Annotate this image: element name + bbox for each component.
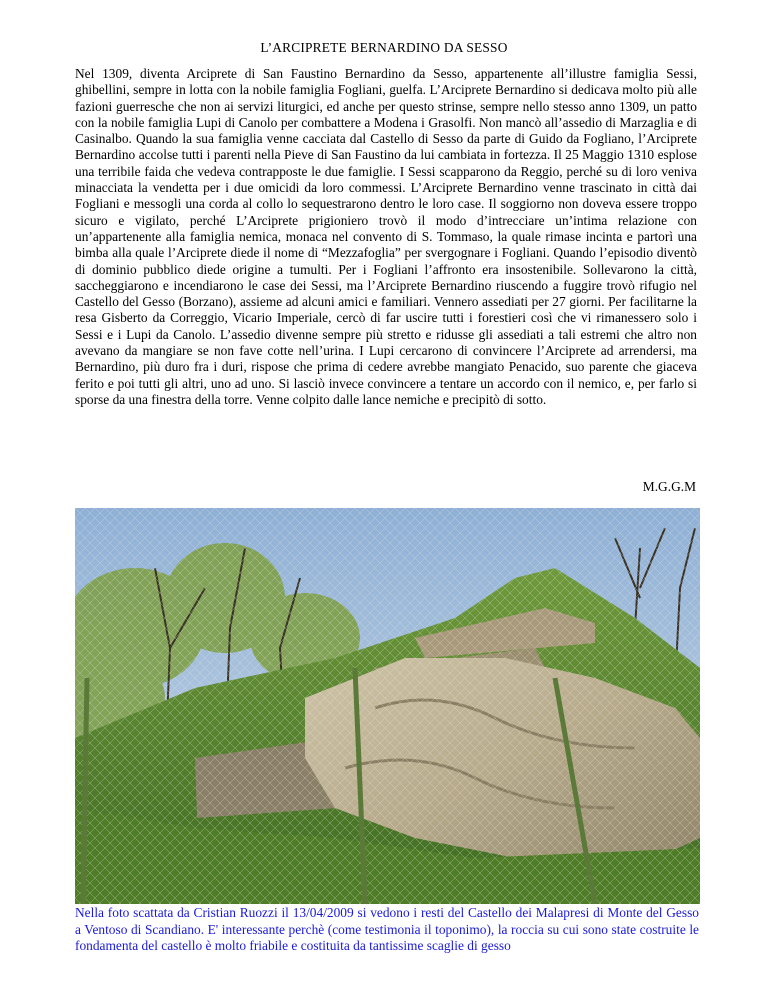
document-title: L’ARCIPRETE BERNARDINO DA SESSO <box>260 40 508 55</box>
author-signature: M.G.G.M <box>642 479 696 494</box>
body-paragraph: Nel 1309, diventa Arciprete di San Faustino Bernardino da Sesso, appartenente all’illustre famiglia Sessi, ghibellini, sempre in lotta con la nobile famiglia Fogliani, guelfa. L’Arciprete Bernardino si dedicava molto più alle fazioni guerresche che non ai servizi liturgici, ed anche per questo strinse, sempre nello stesso anno 1309, un patto con la nobile famiglia Lupi di Canolo per combattere a Modena i Grasolfi. Non mancò all’assedio di Marzaglia e di Casinalbo. Quando la sua famiglia venne cacciata dal Castello di Sesso da parte di Guido da Fogliano, l’Arciprete Bernardino accolse tutti i parenti nella Pieve di San Faustino da lui cambiata in fortezza. Il 25 Maggio 1310 esplose una terribile faida che vedeva contrapposte le due famiglie. I Sessi scapparono da Reggio, perché su di loro veniva minacciata la vendetta per i due omicidi da loro commessi. L’Arciprete Bernardino venne trascinato in città dai Fogliani e messogli una corda al collo lo sequestrarono dentro le loro case. Il soggiorno non doveva essere troppo sicuro e vigilato, perché L’Arciprete prigioniero trovò il modo d’intrecciare un’intima relazione con un’appartenente alla famiglia nemica, monaca nel convento di S. Tommaso, la quale rimase incinta e partorì una bimba alla quale l’Arciprete diede il nome di “Mezzafoglia” per svergognare i Fogliani. Quando l’episodio diventò di dominio pubblico diede origine a tumulti. Per i Fogliani l’affronto era insostenibile. Sollevarono la città, saccheggiarono e incendiarono le case dei Sessi, ma l’Arciprete Bernardino riuscendo a fuggire trovò rifugio nel Castello del Gesso (Borzano), assieme ad alcuni amici e familiari. Vennero assediati per 27 giorni. Per facilitarne la resa Gisberto da Correggio, Vicario Imperiale, cercò di far uscire tutti i forestieri così che vi rimanessero solo i Sessi e i Lupi da Canolo. L’assedio divenne sempre più stretto e ridusse gli assediati a tali estremi che altro non avevano da mangiare se non fave cotte nell’urina. I Lupi cercarono di convincere l’Arciprete ad arrendersi, ma Bernardino, più duro fra i duri, rispose che prima di cedere avrebbe mangiato Penacido, suo parente che giaceva ferito e poi tutti gli altri, uno ad uno. Si lasciò invece convincere a tentare un accordo con il nemico, e, per farlo si sporse da una finestra della torre. Venne colpito dalle lance nemiche e precipitò di sotto. <box>75 66 697 407</box>
photo-caption: Nella foto scattata da Cristian Ruozzi il 13/04/2009 si vedono i resti del Castello dei Malapresi di Monte del Gesso a Ventoso di Scandiano. E' interessante perchè (come testimonia il toponimo), la roccia su cui sono state costruite le fondamenta del castello è molto friabile e costituita da tantissime scaglie di gesso <box>75 905 699 954</box>
castle-ruins-photo <box>75 508 700 904</box>
